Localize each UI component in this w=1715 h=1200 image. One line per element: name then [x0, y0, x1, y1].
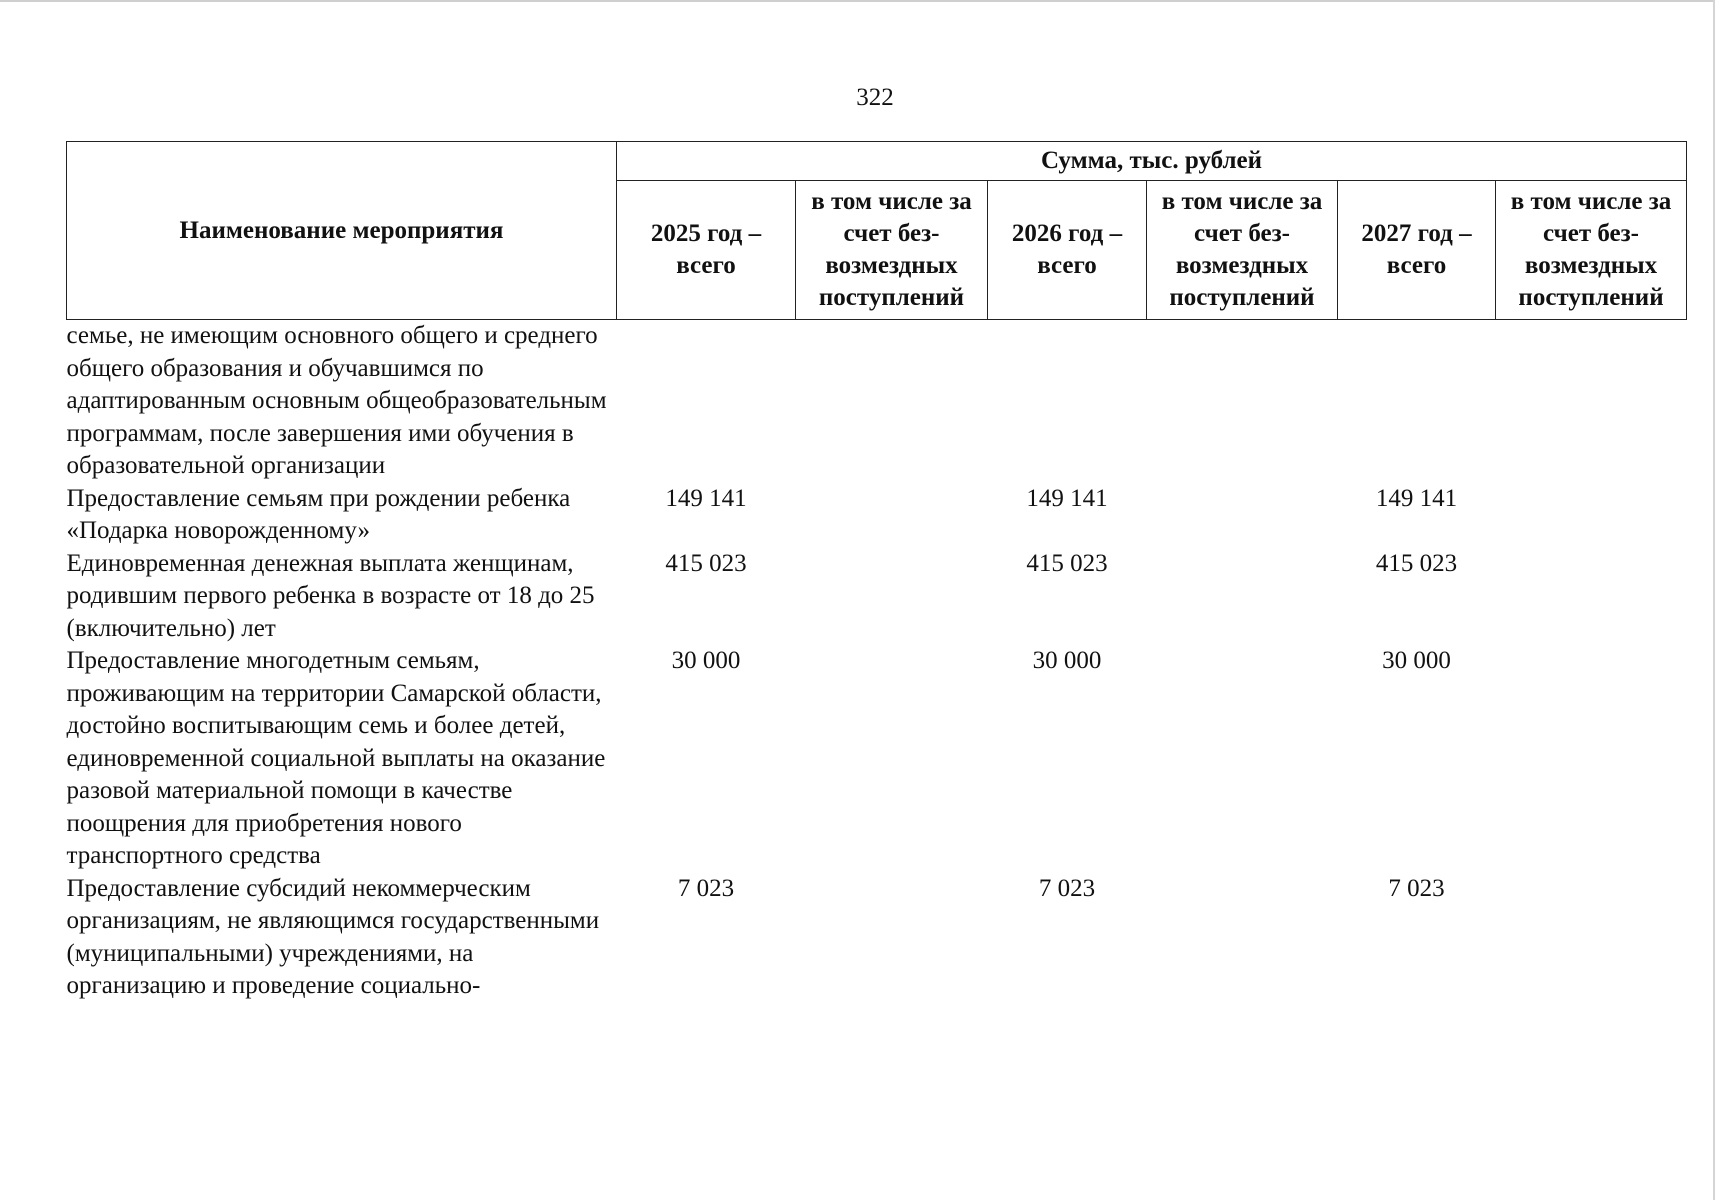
page-top-edge	[0, 0, 1715, 2]
table-row	[67, 483, 1687, 548]
header-sum-title: Сумма, тыс. рублей	[617, 142, 1687, 181]
row-name: Предоставление субсидий некоммерческим организациям, не являющимся государственными (муниципальными) учреждениями, на организацию и проведение социально-	[66, 874, 600, 999]
value-2025-total: 415 023	[665, 549, 747, 577]
page-number: 322	[856, 84, 894, 111]
value-2025-total: 149 141	[665, 484, 747, 512]
value-2025-total	[617, 320, 796, 483]
value-2026-total: 7 023	[1038, 874, 1096, 902]
table-row	[67, 645, 1687, 873]
value-2026-free-receipts	[1147, 320, 1338, 483]
value-2026-free-receipts	[1147, 645, 1338, 873]
table-body	[67, 320, 1687, 1003]
value-2025-free-receipts	[796, 645, 988, 873]
header-name-column: Наименование мероприятия	[67, 142, 617, 320]
value-2025-free-receipts	[796, 483, 988, 548]
value-2027-total: 415 023	[1375, 549, 1458, 577]
value-2027-free-receipts	[1496, 483, 1687, 548]
value-2027-total: 149 141	[1375, 484, 1458, 512]
header-2027-free-receipts: в том числе за счет без-возмездных поступлений	[1496, 181, 1687, 320]
value-2026-free-receipts	[1147, 548, 1338, 646]
value-2026-total: 149 141	[1026, 484, 1108, 512]
value-2026-total: 30 000	[1032, 647, 1102, 674]
row-name: Единовременная денежная выплата женщинам, родившим первого ребенка в возрасте от 18 до 25 (включительно) лет	[66, 549, 595, 642]
value-2027-total: 7 023	[1388, 874, 1445, 902]
header-2026-total: 2026 год – всего	[988, 181, 1147, 320]
row-name: Предоставление многодетным семьям, проживающим на территории Самарской области, достойно воспитывающим семь и более детей, единовременной социальной выплаты на оказание разовой материальной помощи в качестве поощрения для приобретения нового транспортного средства	[66, 647, 606, 869]
value-2025-free-receipts	[796, 320, 988, 483]
value-2026-free-receipts	[1147, 873, 1338, 1003]
row-name: Предоставление семьям при рождении ребенка «Подарка новорожденному»	[66, 484, 571, 544]
table-row	[67, 873, 1687, 1003]
header-2027-total: 2027 год – всего	[1338, 181, 1496, 320]
row-name: семье, не имеющим основного общего и среднего общего образования и обучавшимся по адаптированным основным общеобразовательным программам, после завершения ими обучения в образовательной организации	[66, 322, 607, 479]
table-row	[67, 320, 1687, 483]
header-2025-total: 2025 год – всего	[617, 181, 796, 320]
value-2026-total: 415 023	[1026, 549, 1108, 577]
table-row	[67, 548, 1687, 646]
value-2027-free-receipts	[1496, 645, 1687, 873]
value-2025-total: 7 023	[677, 874, 735, 902]
header-2025-free-receipts: в том числе за счет без-возмездных поступлений	[796, 181, 988, 320]
value-2026-free-receipts	[1147, 483, 1338, 548]
budget-table	[66, 141, 1687, 1003]
value-2026-total	[988, 320, 1147, 483]
table-header	[67, 142, 1687, 320]
value-2027-free-receipts	[1496, 873, 1687, 1003]
value-2027-free-receipts	[1496, 320, 1687, 483]
value-2025-free-receipts	[796, 548, 988, 646]
value-2027-total: 30 000	[1382, 647, 1451, 674]
value-2025-free-receipts	[796, 873, 988, 1003]
value-2027-total	[1338, 320, 1496, 483]
value-2027-free-receipts	[1496, 548, 1687, 646]
value-2025-total: 30 000	[671, 647, 741, 674]
header-2026-free-receipts: в том числе за счет без-возмездных поступлений	[1147, 181, 1338, 320]
